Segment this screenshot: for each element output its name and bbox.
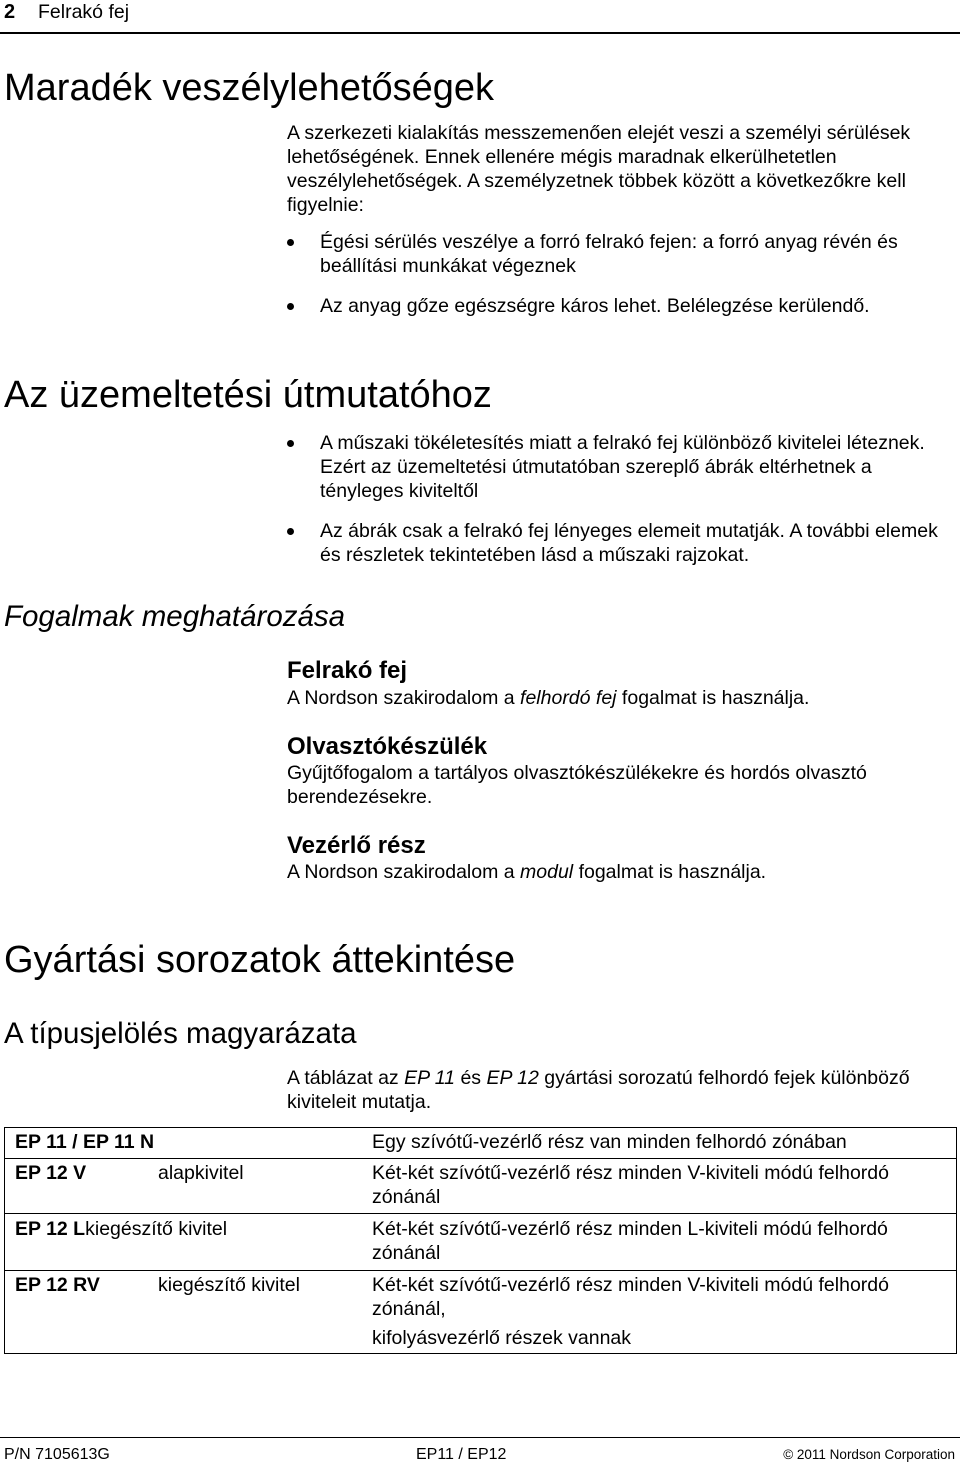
type-note: kifolyásvezérlő részek vannak: [372, 1327, 632, 1349]
running-title: Felrakó fej: [38, 1, 130, 23]
type-code-cell: [15, 1217, 227, 1241]
bullet-item: [320, 294, 870, 318]
heading-manual-notes: Az üzemeltetési útmutatóhoz: [4, 374, 492, 416]
term-heading: Vezérlő rész: [287, 832, 426, 859]
type-code: EP 11 / EP 11 N: [15, 1131, 155, 1153]
term-heading: Felrakó fej: [287, 657, 408, 684]
table-row: [5, 1270, 956, 1353]
text-line: Két-két szívótű-vezérlő rész minden L-kiviteli módú felhordó: [372, 1218, 888, 1240]
type-designation-table: [4, 1127, 957, 1354]
text-line: Két-két szívótű-vezérlő rész minden V-kiviteli módú felhordó: [372, 1162, 889, 1184]
text-line: Az anyag gőze egészségre káros lehet. Belélegzése kerülendő.: [320, 295, 870, 317]
text-run: fogalmat is használja.: [616, 687, 810, 709]
text-line: zónánál: [372, 1242, 441, 1264]
text-line: és részletek tekintetében lásd a műszaki rajzokat.: [320, 544, 750, 566]
text-line: tényleges kiviteltől: [320, 480, 479, 502]
text-line: lehetőségének. Ennek ellenére mégis maradnak elkerülhetetlen: [287, 146, 837, 168]
text-line: [287, 1066, 910, 1090]
series-intro-paragraph: [287, 1066, 910, 1114]
text-run: A táblázat az: [287, 1067, 405, 1089]
term-description: [287, 761, 867, 809]
text-line: [287, 860, 766, 884]
text-run: A Nordson szakirodalom a: [287, 687, 521, 709]
bullet-item: [320, 230, 898, 278]
residual-intro-paragraph: [287, 121, 910, 217]
text-line: A szerkezeti kialakítás messzemenően elejét veszi a személyi sérülések: [287, 122, 911, 144]
text-line: berendezésekre.: [287, 786, 433, 808]
text-line: Egy szívótű-vezérlő rész van minden felhordó zónában: [372, 1131, 847, 1153]
type-description: [372, 1161, 889, 1209]
text-run: és: [455, 1067, 487, 1089]
text-line: Ezért az üzemeltetési útmutatóban szereplő ábrák eltérhetnek a: [320, 456, 872, 478]
type-variant: alapkivitel: [158, 1162, 244, 1184]
text-line: zónánál: [372, 1186, 441, 1208]
text-line: Két-két szívótű-vezérlő rész minden V-kiviteli módú felhordó: [372, 1274, 889, 1296]
page-number: 2: [4, 1, 16, 23]
bullet-icon: [287, 528, 294, 535]
text-line: figyelnie:: [287, 194, 364, 216]
type-code: EP 12 V: [15, 1162, 87, 1184]
type-description: [372, 1273, 889, 1350]
type-description: [372, 1130, 847, 1154]
italic-text: EP 12: [486, 1067, 539, 1089]
footer-series: EP11 / EP12: [416, 1446, 507, 1463]
italic-text: EP 11: [404, 1067, 456, 1089]
term-heading: Olvasztókészülék: [287, 733, 488, 760]
bullet-item: [320, 519, 938, 567]
text-line: kiviteleit mutatja.: [287, 1091, 432, 1113]
text-line: zónánál,: [372, 1298, 446, 1320]
text-run: gyártási sorozatú felhordó fejek különböző: [538, 1067, 910, 1089]
text-line: Égési sérülés veszélye a forró felrakó fejen: a forró anyag révén és: [320, 231, 898, 253]
heading-residual-hazards: Maradék veszélylehetőségek: [4, 67, 495, 109]
type-variant: kiegészítő kivitel: [85, 1218, 228, 1240]
term-description: [287, 686, 809, 710]
text-run: fogalmat is használja.: [573, 861, 767, 883]
bullet-icon: [287, 303, 294, 310]
heading-series-overview: Gyártási sorozatok áttekintése: [4, 939, 516, 981]
part-number: P/N 7105613G: [4, 1446, 110, 1463]
table-row: [5, 1158, 956, 1213]
italic-text: felhordó fej: [520, 687, 617, 709]
italic-text: modul: [520, 861, 574, 883]
type-code: EP 12 L: [15, 1218, 86, 1240]
header-rule: [0, 32, 960, 34]
text-run: A Nordson szakirodalom a: [287, 861, 521, 883]
heading-definitions: Fogalmak meghatározása: [4, 600, 346, 633]
text-line: [287, 686, 809, 710]
footer-rule: [0, 1437, 960, 1438]
subheading-type-designation: A típusjelölés magyarázata: [4, 1017, 357, 1050]
copyright-notice: © 2011 Nordson Corporation: [783, 1447, 955, 1462]
bullet-icon: [287, 440, 294, 447]
table-row: [5, 1128, 956, 1158]
text-line: Gyűjtőfogalom a tartályos olvasztókészülékekre és hordós olvasztó: [287, 762, 867, 784]
type-description: [372, 1217, 888, 1265]
text-line: Az ábrák csak a felrakó fej lényeges elemeit mutatják. A további elemek: [320, 520, 938, 542]
bullet-icon: [287, 239, 294, 246]
term-description: [287, 860, 766, 884]
text-line: A műszaki tökéletesítés miatt a felrakó fej különböző kivitelei léteznek.: [320, 432, 925, 454]
text-line: beállítási munkákat végeznek: [320, 255, 576, 277]
type-variant: kiegészítő kivitel: [158, 1274, 300, 1296]
text-line: veszélylehetőségek. A személyzetnek többek között a következőkre kell: [287, 170, 906, 192]
table-row: [5, 1213, 956, 1270]
bullet-item: [320, 431, 925, 503]
type-code: EP 12 RV: [15, 1274, 100, 1296]
